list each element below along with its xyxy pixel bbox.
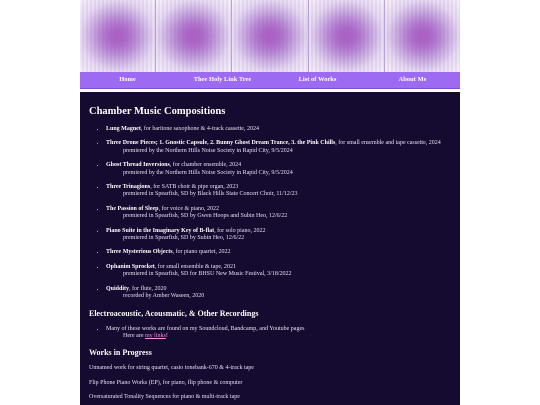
banner-image [309, 0, 384, 72]
list-item [106, 228, 451, 243]
work-detail: premiered in Spearfish, SD by Black Hills State Concert Choir, 11/12/23 [123, 191, 298, 198]
work-desc: , for flute, 2020 [129, 285, 167, 292]
nav-home[interactable]: Home [119, 76, 136, 83]
work-desc: , for voice & piano, 2022 [158, 205, 220, 212]
work-title: Quiddity [106, 285, 130, 292]
nav-bar [80, 72, 460, 89]
work-title: Three Drone Pieces; 1. Gnostic Capsule, 2. Bunny Ghost Dream Trance, 3. the Pink Chills [106, 140, 336, 147]
list-item [106, 249, 451, 256]
here-text: Here are [123, 332, 145, 339]
work-detail: premiered in Spearfish, SD by Gwen Hoops and Subin Heo, 12/6/22 [123, 213, 288, 220]
list-item [106, 162, 451, 177]
list-item [106, 206, 451, 221]
list-item [106, 126, 451, 133]
page-wrapper [80, 0, 460, 405]
electro-heading: Electroacoustic, Acousmatic, & Other Recordings [89, 308, 259, 318]
chamber-list [89, 126, 451, 301]
progress-item: Oversaturated Tonality Sequences for piano & multi-track tape [89, 394, 240, 401]
list-item [106, 140, 451, 155]
header-banner [80, 0, 460, 72]
list-item [106, 264, 451, 279]
main-content [80, 92, 460, 405]
electro-list [89, 326, 451, 341]
work-desc: , for small ensemble and tape cassette, 2024 [335, 140, 441, 147]
list-item [106, 326, 451, 341]
progress-heading: Works in Progress [89, 348, 152, 358]
banner-image [80, 0, 155, 72]
electro-text: Many of these works are found on my Soundcloud, Bandcamp, and Youtube pages [106, 325, 305, 332]
banner-image [232, 0, 307, 72]
work-detail: premiered by the Northern Hills Noise Society in Rapid City, 9/5/2024 [123, 147, 293, 154]
nav-about-me[interactable]: About Me [398, 76, 427, 83]
work-desc: , for chamber ensemble, 2024 [169, 162, 242, 169]
work-detail: premiered in Spearfish, SD for BHSU New Music Festival, 3/18/2022 [123, 271, 292, 278]
chamber-heading: Chamber Music Compositions [89, 106, 226, 117]
list-item [106, 184, 451, 199]
list-item [106, 286, 451, 301]
progress-item: Unnamed work for string quartet, casio tonebank-670 & 4-track tape [89, 365, 254, 372]
my-links-link[interactable]: my links [144, 332, 166, 339]
work-detail: premiered by the Northern Hills Noise Society in Rapid City, 9/5/2024 [123, 169, 293, 176]
work-title: Piano Suite in the Imaginary Key of B-flat [106, 227, 215, 234]
nav-list-of-works[interactable]: List of Works [298, 76, 337, 83]
nav-link-tree[interactable]: Thee Holy Link Tree [193, 76, 252, 83]
links-line [106, 333, 451, 340]
exclamation: ! [165, 332, 168, 339]
work-desc: , for baritone saxophone & 4-track cassette, 2024 [140, 126, 259, 132]
work-title: Lung Magnet [106, 126, 141, 132]
progress-item: Flip Phone Piano Works (EP), for piano, flip phone & computer [89, 379, 243, 386]
work-desc: , for SATB choir & pipe organ, 2023 [150, 184, 239, 191]
work-title: Three Mysterious Objects [106, 249, 173, 256]
banner-image [385, 0, 460, 72]
work-detail: premiered in Spearfish, SD by Subin Heo, 12/6/22 [123, 235, 245, 242]
work-desc: , for piano quartet, 2022 [172, 249, 231, 256]
banner-image [156, 0, 231, 72]
work-title: Ophanim Sprocket [106, 263, 155, 270]
work-title: Three Trinagions [106, 184, 151, 191]
work-title: Ghost Thread Inversions [106, 162, 170, 169]
work-desc: , for solo piano, 2022 [214, 227, 266, 234]
work-title: The Passion of Sleep [106, 205, 159, 212]
work-desc: , for small ensemble & tape, 2021 [154, 263, 237, 270]
work-detail: recorded by Amber Waseen, 2020 [123, 293, 205, 300]
